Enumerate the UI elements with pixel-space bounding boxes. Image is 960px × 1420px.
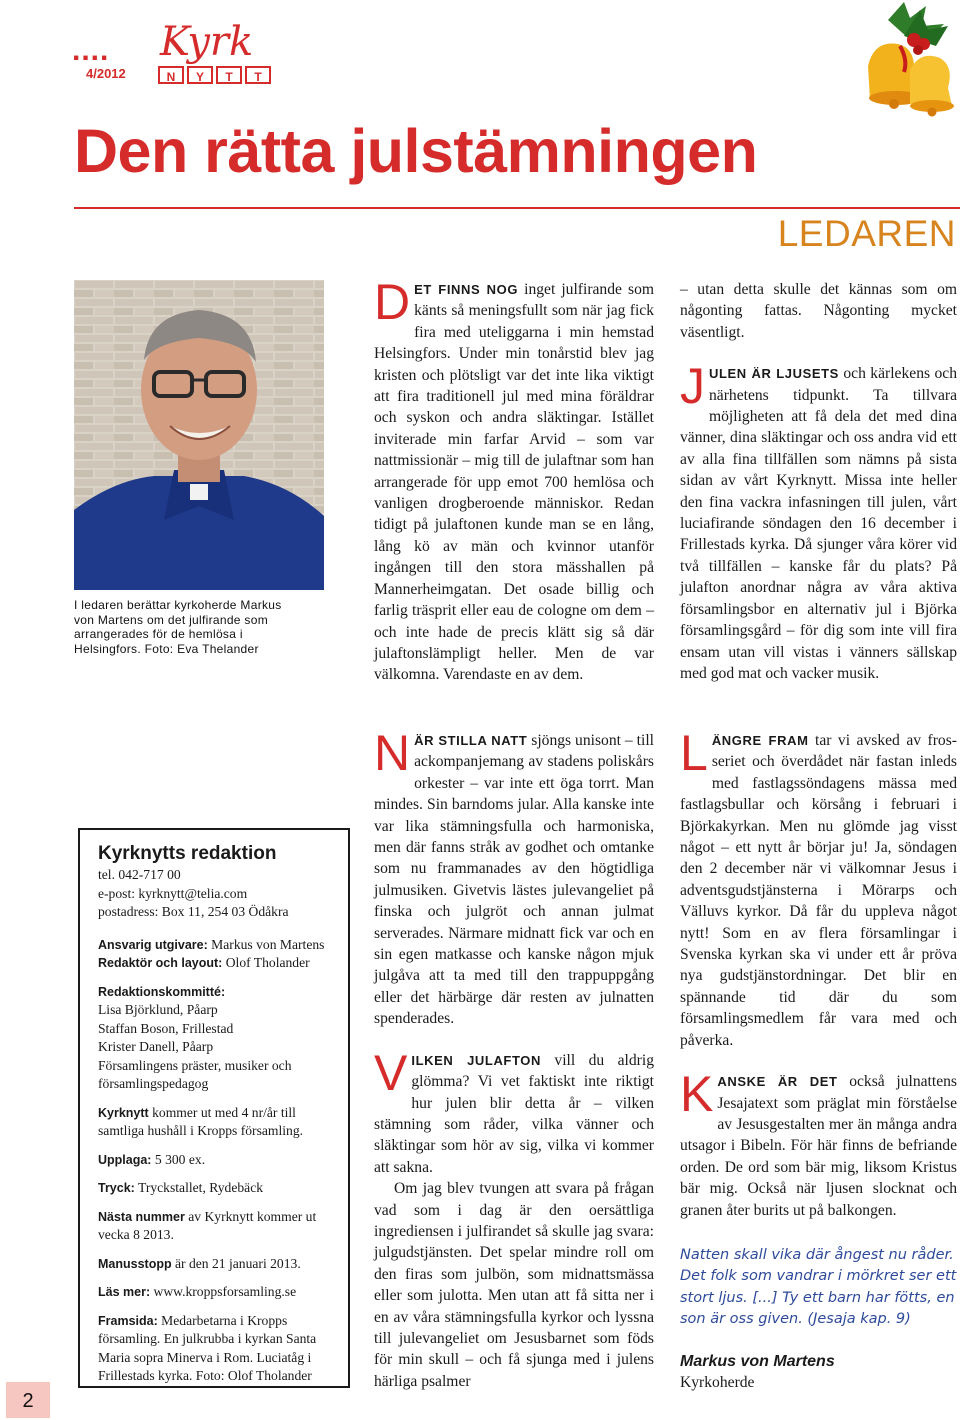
nytt-letter: T [216,66,242,84]
cover-label: Framsida: [98,1313,158,1328]
committee-member: Krister Danell, Påarp [98,1039,214,1054]
paragraph-text: och kärlekens och närhetens tidpunkt. Ta tillvara möjligheten att få dela det med dina vänner, dina släktingar och oss andra vid ett av alla fina tillfällen som nämns på sista sidan av vårt Kyrknytt. Missa inte heller den fina vackra infasningen till julen, vårt luciafirande söndagen den 16 december i Frillestads kyrka. Då sjunger våra körer vid två tillfällen – kanske får du plats? På julafton anordnar några av våra aktiva församlingsbor en alternativ jul i Björka församlingsgård – för dig som inte vill fira ensam utan vill vistas i vänners sällskap med god mat och vacker musik. [680,365,957,682]
next-issue-date: av Kyrknytt kommer ut vecka 8 2013. [98,1208,317,1242]
postal-address: postadress: Box 11, 254 03 Ödåkra [98,904,289,919]
publisher-name: Markus von Martens [211,936,325,952]
next-issue-label: Nästa nummer [98,1209,185,1224]
photo-caption: I ledaren berättar kyrkoherde Markus von Martens om det julfirande som arrangerades för de hemlösa i Helsingfors. Foto: Eva Thelander [74,598,282,656]
read-more-label: Läs mer: [98,1285,151,1299]
editorial-box-title: Kyrknytts redaktion [98,843,277,864]
article-paragraph [680,1066,957,1221]
lead-in: ÄNGRE FRAM [711,733,809,748]
priest-photo [74,280,324,590]
article-paragraph: – utan detta skulle det kännas som om någonting fattas. Någonting mycket väsentligt. [680,281,957,341]
edition-label: Upplaga: [98,1152,152,1167]
article-paragraph [680,358,957,684]
kyrknytt-label: Kyrknytt [98,1105,149,1120]
drop-cap: L [680,725,708,781]
drop-cap: V [374,1044,408,1101]
masthead-logo [72,19,302,90]
paragraph-text: sjöngs unisont – till ackompanjemang av stadens poliskårs orkester – var inte ett öga torrt. Man mindes. Sin barndoms jular. Alla kanske inte var lika stämningsfulla och harmoniska, men där fanns stråk av godhet och omtanke som nu frammanades av den högtidliga julmusiken. Givetvis lästes julevangeliet på finska och julgröt och annan julmat serverades. Närmare midnatt fick var och en sin egen matkasse och kanske någon mjuk julgåva att ta med till den trappuppgång eller det härbärge där resten av julnatten spenderades. [374,732,654,1028]
page-number: 2 [6,1382,50,1418]
editor-name: Olof Tholander [225,955,310,970]
masthead-name: Kyrk [160,19,254,65]
article-column-middle-top [374,274,654,686]
phone-number: tel. 042-717 00 [98,867,181,882]
nytt-letter: T [245,66,271,84]
article-column-right-top [680,279,957,684]
committee-label: Redaktionskommitté: [98,984,226,999]
email-address: e-post: kyrknytt@telia.com [98,885,248,901]
article-column-right-bottom [680,725,957,1394]
lead-in: ULEN ÄR LJUSETS [709,366,839,382]
deadline-label: Manusstopp [98,1256,172,1271]
kyrknytt-frequency: kommer ut med 4 nr/år till samtliga hushåll i Kropps församling. [98,1104,304,1138]
paragraph-text: också julnattens Jesajatext som präglat min förståelse av Jesusgestalten mer än många andra utsagor i Bibeln. För här finns de befriande orden. De ord som bär mig, liksom Kristus bär mig. Också när ljusen slocknat och granen åter burits ut på balkongen. [680,1073,957,1219]
section-label: LEDAREN [777,213,956,254]
article-paragraph [374,725,654,1030]
drop-cap: J [680,358,705,415]
editor-label: Redaktör och layout: [98,956,223,970]
article-paragraph [374,1044,654,1178]
lead-in: ILKEN JULAFTON [411,1052,541,1068]
lead-in: ET FINNS NOG [414,282,519,297]
website-link[interactable]: www.kroppsforsamling.se [153,1284,297,1299]
signature-name: Markus von Martens [680,1352,835,1370]
signature-title: Kyrkoherde [680,1374,755,1392]
headline: Den rätta julstämningen [74,117,758,185]
title-divider [74,207,960,209]
article-paragraph [374,274,654,686]
lead-in: ANSKE ÄR DET [717,1074,838,1090]
article-paragraph: Om jag blev tvungen att svara på frågan vad som i dag är den oersättliga ingrediensen i julfirandet så skulle jag svara: julgudstjänsten. Det spelar mindre roll om den firas som julbön, som midnattsmässa eller som julotta. Men utan att få sitta ner i en av våra stämningsfulla kyrkor och lyssna till julevangeliet om Jesusbarnet som föds för min skull – och få sjunga med i julens härliga psalmer [374,1180,654,1390]
drop-cap: K [680,1066,714,1123]
editorial-info-box [78,828,350,1388]
christmas-bells-icon [848,0,960,128]
issue-number: 4/2012 [86,66,126,81]
deadline-date: är den 21 januari 2013. [175,1255,301,1271]
committee-member: Församlingens präster, musiker och församlingspedagog [98,1057,292,1091]
masthead-nytt [158,66,271,84]
edition-count: 5 300 ex. [154,1151,206,1167]
committee-member: Staffan Boson, Frillestad [98,1020,234,1036]
print-label: Tryck: [98,1181,135,1195]
nytt-letter: N [158,66,184,84]
article-column-middle-bottom [374,725,654,1392]
drop-cap: N [374,725,411,781]
publisher-label: Ansvarig utgivare: [98,937,208,952]
nytt-letter: Y [187,66,213,84]
bible-quote: Natten skall vika där ångest nu råder. Det folk som vandrar i mörkret ser ett stort ljus. [...] Ty ett barn har fötts, en son är oss given. (Jesaja kap. 9) [680,1246,957,1328]
paragraph-text: vill du aldrig glömma? Vi vet faktiskt inte riktigt hur julen blir detta år – vilken stämning som råder, vilka vänner och släktingar som hör av sig, vilka vi kommer att sakna. [374,1051,654,1176]
paragraph-text: tar vi avsked av fros-seriet och överdådet när fastan inleds med fastlagssöndagens mässa med fastlagsbullar och körsång i februari i Björkakyrkan. Men nu glömde jag visst något – ett nytt år börjar ju! Ja, söndagen den 2 december när vi välkomnar Jesus i adventsgudstjänsterna i Mörarps och Välluvs kyrkor. Då får du uppleva något nytt! Som en av flera församlingar i Svenska kyrkan ska vi under ett år pröva nya gudstjänstordningar. Det blir en spännande tid där du som församlingsmedlem får vara med och påverka. [680,732,957,1049]
article-paragraph [680,725,957,1051]
committee-member: Lisa Björklund, Påarp [98,1002,218,1017]
printer-name: Tryckstallet, Rydebäck [138,1180,264,1195]
masthead-dots: .... [72,34,110,67]
paragraph-text: inget julfirande som känts så meningsfullt som när jag fick fira med uteliggarna i min hemstad Helsingfors. Under min tonårstid blev jag kristen och plötsligt var det inte lika viktigt att fira traditionell jul med mina föräldrar och syskon och andra släktingar. Istället inviterade min farfar Arvid – som var nattmissionär – mig till de julaftnar som han arrangerade för upp emot 700 hemlösa och vanligen drogberoende människor. Redan tidigt på julaftonen kunde man se en lång, lång kö av män och kvinnor utanför ingången till den stora mässhallen på Mannerheimgatan. Det osade billig och farlig träsprit eller eau de cologne om dem – och inte hade de precis klätt sig så där julaftonslämpligt heller. Men de var välkomna. Varendaste en av dem. [374,281,654,684]
cover-description: Medarbetarna i Kropps församling. En julkrubba i kyrkan Santa Maria sopra Minerva i Rom. Luciatåg i Frillestads kyrka. Foto: Olof Tholander [98,1312,317,1383]
drop-cap: D [374,274,411,330]
lead-in: ÄR STILLA NATT [414,733,528,748]
